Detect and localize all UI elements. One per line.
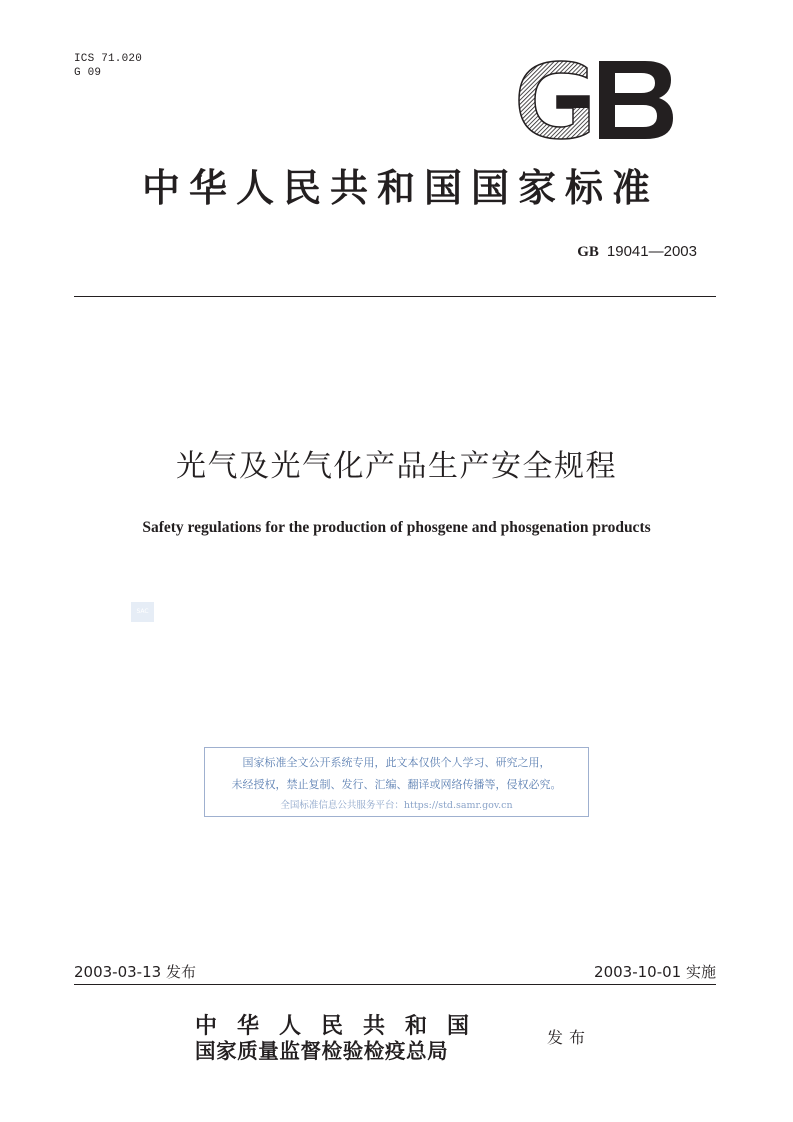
standard-code-number: 19041—2003 (606, 243, 697, 260)
top-divider (74, 296, 716, 297)
notice-line-1: 国家标准全文公开系统专用，此文本仅供个人学习、研究之用， (242, 756, 551, 769)
document-title-english: Safety regulations for the production of phosgene and phosgenation products (142, 519, 651, 536)
national-standard-heading: 中华人民共和国国家标准 (141, 165, 659, 210)
notice-line-2: 未经授权，禁止复制、发行、汇编、翻译或网络传播等，侵权必究。 (231, 778, 562, 791)
release-date: 2003-03-13 发布 (74, 963, 196, 981)
copyright-notice-box (204, 747, 589, 817)
classification-codes (74, 52, 142, 80)
notice-line-3: 全国标准信息公共服务平台：https://std.samr.gov.cn (280, 800, 513, 811)
document-title: 光气及光气化产品生产安全规程 (176, 449, 617, 484)
ics-code: ICS 71.020 (74, 53, 143, 65)
issuer-country: 中华人民共和国 (195, 1013, 490, 1039)
bottom-divider (74, 984, 716, 985)
implementation-date: 2003-10-01 实施 (594, 963, 716, 981)
standard-code-prefix: GB (577, 244, 599, 260)
ccs-code: G 09 (74, 67, 102, 79)
standard-code (577, 242, 697, 262)
sac-watermark: SAC (131, 602, 154, 622)
issuer-agency: 国家质量监督检验检疫总局 (195, 1039, 449, 1063)
gb-logo (517, 60, 674, 140)
issue-label: 发布 (547, 1028, 592, 1047)
